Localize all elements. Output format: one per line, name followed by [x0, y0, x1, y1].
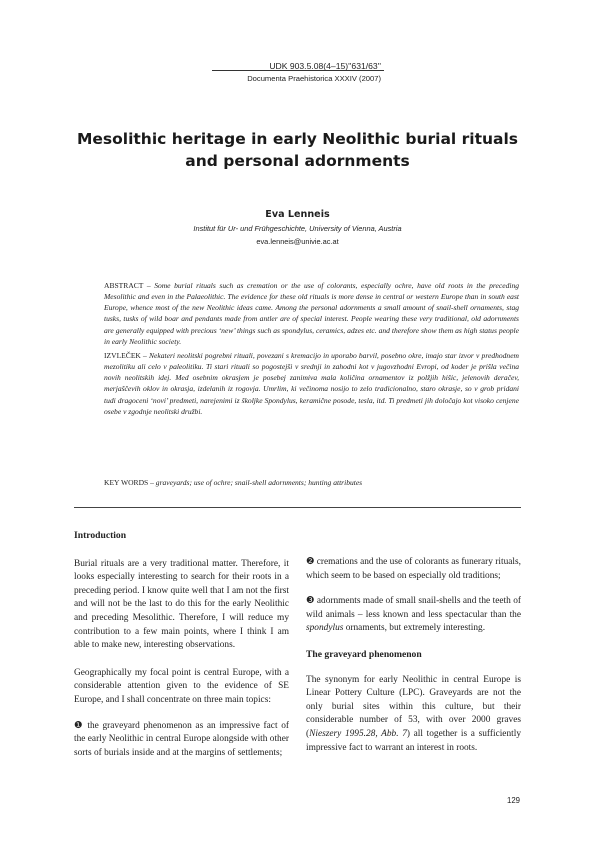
udk-code: UDK 903.5.08(4–15)''631/63''	[269, 61, 381, 71]
abstract	[104, 280, 519, 347]
page-number: 129	[506, 796, 520, 805]
graveyard-paragraph: The synonym for early Neolithic in central Europe is Linear Pottery Culture (LPC). Graveyards are not the only burial sites within this culture, but their considerable number of 53, with over 2000 graves (Nieszery 1995.28, Abb. 7) all together is a sufficiently impressive fact to warrant an interest in roots.	[306, 674, 521, 753]
izvlecek	[104, 350, 519, 417]
intro-paragraph-2: Geographically my focal point is central Europe, with a considerable attention given to the evidence of SE Europe, and I shall concentrate on three main topics:	[74, 667, 289, 705]
keywords-text: graveyards; use of ochre; snail-shell adornments; hunting attributes	[155, 478, 363, 487]
header-rule	[212, 70, 384, 71]
author-name: Eva Lenneis	[265, 209, 330, 220]
izvlecek-text: Nekateri neolitski pogrebni rituali, povezani s kremacijo in uporabo barvil, posebno okre, imajo star izvor v predhodnem mezolitiku ali celo v paleolitiku. Ti stari rituali so pogostejši v srednji in zahodni kot v jugovzhodni Evropi, od koder je prišla večina novih neolitskih idej. Med osebnim okrasjem je posebej zanimiva mala količina ornamentov iz polžjih hišic, jelenovih deračev, merjaščevih oklov in okrasja, izdelanih iz rogovja. Umrlim, ki večinoma nosijo to zelo tradicionalno, staro okrasje, so v grob pridani tudi dragoceni ‘novi’ predmeti, narejenimi iz školjke Spondylus, keramične posode, tesla, itd. Ti predmeti jih določajo kot visoko cenjene osebe v zgodnje neolitski družbi.	[104, 351, 519, 416]
abstract-label: ABSTRACT –	[104, 281, 155, 290]
section-heading-introduction: Introduction	[74, 530, 127, 541]
title-line-1: Mesolithic heritage in early Neolithic burial rituals	[76, 130, 519, 148]
paper-title	[60, 128, 535, 172]
section-divider	[74, 507, 521, 508]
title-line-2: and personal adornments	[185, 152, 410, 170]
journal-name: Documenta Praehistorica XXXIV (2007)	[247, 74, 381, 83]
author-affiliation: Institut für Ur- und Frühgeschichte, University of Vienna, Austria	[193, 224, 402, 233]
section-heading-graveyard: The graveyard phenomenon	[306, 648, 422, 660]
keywords	[104, 477, 519, 488]
topic-2-paragraph: ❷ cremations and the use of colorants as funerary rituals, which seem to be based on especially old traditions;	[306, 557, 521, 581]
abstract-text: Some burial rituals such as cremation or the use of colorants, especially ochre, have old roots in the preceding Mesolithic and even in the Palaeolithic. The evidence for these old rituals is more dense in central or western Europe than in south east Europe, whence most of the new Neolithic ideas came. Among the personal adornments a small amount of snail-shell ornaments, stag tusks, tusks of wild boar and pendants made from antler are of special interest. People wearing these very traditional, old adornments are generally equipped with precious ‘new’ things such as spondylus, ceramics, adzes etc. and therefore show them as high status people in early Neolithic society.	[104, 281, 519, 346]
intro-paragraph-3: ❶ the graveyard phenomenon as an impressive fact of the early Neolithic in central Europe alongside with other sorts of burials inside and at the margins of settlements;	[74, 720, 289, 758]
intro-paragraph-1: Burial rituals are a very traditional matter. Therefore, it looks especially interesting to search for their roots in a preceding period. I know quite well that I am not the first and will not be the last to do this for the early Neolithic and preceding Mesolithic. Therefore, I will reduce my contribution to a few main points, where I think I am able to make new, interesting observations.	[74, 558, 289, 651]
right-column	[306, 556, 521, 755]
izvlecek-label: IZVLEČEK –	[104, 351, 149, 360]
topic-3-paragraph: ❸ adornments made of small snail-shells and the teeth of wild animals – less known and less spectacular than the spondylus ornaments, but extremely interesting.	[306, 596, 521, 634]
left-column	[74, 529, 289, 760]
keywords-label: KEY WORDS –	[104, 478, 156, 487]
author-email: eva.lenneis@univie.ac.at	[256, 237, 339, 246]
